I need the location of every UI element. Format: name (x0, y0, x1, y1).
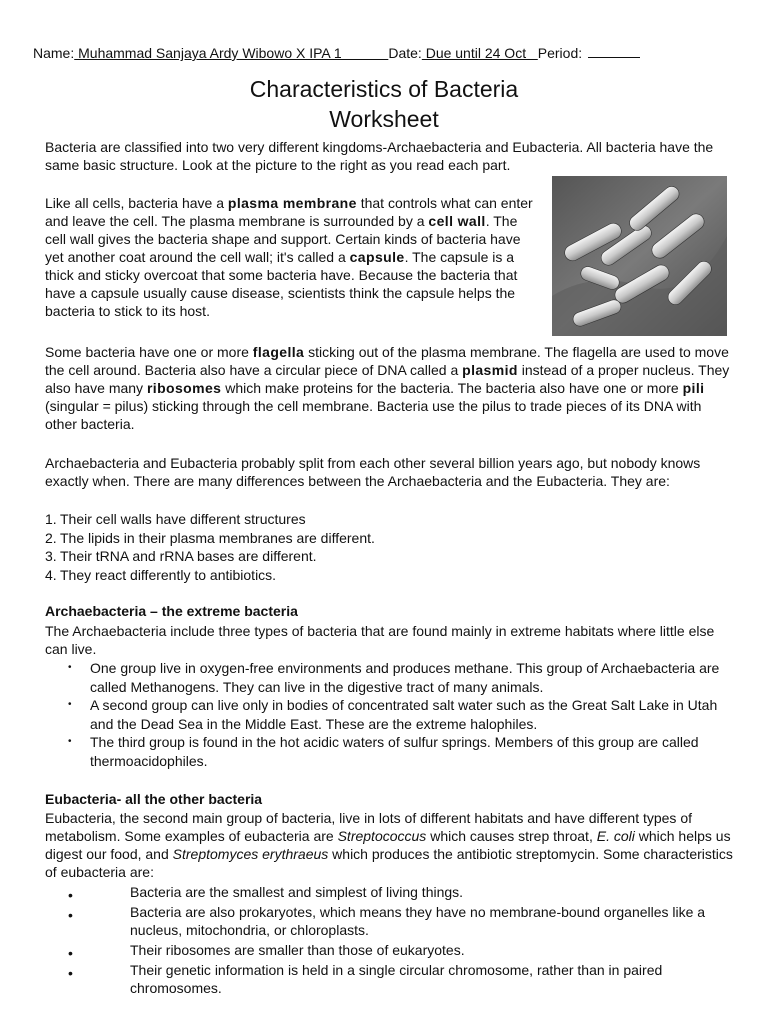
intro-paragraph: Bacteria are classified into two very different kingdoms-Archaebacteria and Eubacteria. All bacteria have the same basic structure. Look at the picture to the right as you read each part. (45, 139, 714, 173)
keyword-pili: pili (682, 380, 705, 396)
date-label: Date: (388, 45, 422, 61)
bacteria-micrograph-image (552, 176, 727, 336)
text-run: . The capsule is a thick and sticky overcoat that some bacteria have. Because the bacteria that have a capsule usually cause disease, scientists think the capsule helps the bacteria to stick to its host. (45, 249, 518, 319)
keyword-flagella: flagella (252, 344, 305, 360)
keyword-capsule: capsule (349, 249, 405, 265)
list-item-text: Their cell walls have different structures (60, 511, 306, 527)
list-item (68, 903, 730, 939)
date-value: Due until 24 Oct (421, 45, 538, 61)
list-item-text: The lipids in their plasma membranes are different. (60, 529, 375, 546)
list-number: 3. (45, 548, 57, 564)
archaebacteria-groups-list (68, 659, 730, 770)
list-item-text: Their genetic information is held in a single circular chromosome, rather than in paired chromosomes. (130, 962, 663, 996)
species-streptomyces: Streptomyces erythraeus (172, 846, 329, 862)
text-run: Eubacteria, the second main group of bacteria, live in lots of different habitats and have different types of metabolism. Some examples of eubacteria are (45, 810, 692, 844)
text-run: that controls what can enter and leave the cell. The plasma membrane is surrounded by a (45, 195, 533, 229)
eubacteria-paragraph (45, 809, 735, 881)
name-label: Name: (33, 45, 75, 61)
list-number: 2. (45, 529, 57, 546)
list-item (45, 529, 375, 548)
title-line-2: Worksheet (329, 106, 439, 132)
bullet-icon: • (68, 907, 73, 923)
eubacteria-characteristics-list (68, 883, 730, 999)
period-label: Period: (537, 45, 583, 61)
eubacteria-heading: Eubacteria- all the other bacteria (45, 791, 263, 807)
list-item (68, 659, 730, 696)
differences-list (45, 510, 375, 584)
text-run: which produces the antibiotic streptomycin. Some characteristics of eubacteria are: (45, 846, 733, 880)
bullet-icon: • (68, 736, 72, 747)
text-run: Like all cells, bacteria have a (45, 195, 228, 211)
text-run: which make proteins for the bacteria. The bacteria also have one or more (221, 380, 683, 396)
bullet-icon: • (68, 887, 73, 903)
page-title (0, 74, 768, 134)
split-paragraph: Archaebacteria and Eubacteria probably split from each other several billion years ago, but nobody knows exactly when. There are many differences between the Archaebacteria and the Eubacteria. They are: (45, 455, 701, 489)
list-item-text: The third group is found in the hot acidic waters of sulfur springs. Members of this group are called thermoacidophiles. (90, 734, 699, 769)
list-item (68, 696, 730, 733)
list-item (68, 883, 730, 903)
keyword-plasmid: plasmid (462, 362, 518, 378)
name-value: Muhammad Sanjaya Ardy Wibowo X IPA 1 (74, 45, 389, 61)
list-item (68, 941, 730, 961)
text-run: which causes strep throat, (426, 828, 597, 844)
header-line (33, 44, 640, 61)
list-item-text: They react differently to antibiotics. (60, 566, 277, 583)
species-e-coli: E. coli (596, 828, 635, 844)
list-item-text: Their ribosomes are smaller than those of eukaryotes. (130, 942, 465, 958)
period-blank (588, 44, 640, 58)
bullet-icon: • (68, 699, 72, 710)
title-line-1: Characteristics of Bacteria (249, 76, 519, 102)
bullet-icon: • (68, 965, 73, 981)
cell-parts-paragraph (45, 343, 735, 433)
list-number: 4. (45, 566, 57, 583)
text-run: sticking out of the plasma membrane. The flagella are used to move the cell around. Bacteria also have a circular piece of DNA called a (45, 344, 729, 378)
list-item-text: One group live in oxygen-free environments and produces methane. This group of Archaebacteria are called Methanogens. They can live in the digestive tract of many animals. (90, 660, 720, 695)
list-item-text: Bacteria are the smallest and simplest of living things. (130, 884, 464, 900)
list-item-text: A second group can live only in bodies of concentrated salt water such as the Great Salt Lake in Utah and the Dead Sea in the Middle East. These are the extreme halophiles. (90, 697, 718, 732)
list-item (45, 510, 375, 529)
structure-paragraph (45, 194, 535, 320)
list-item-text: Their tRNA and rRNA bases are different. (60, 548, 317, 564)
list-item-text: Bacteria are also prokaryotes, which means they have no membrane-bound organelles like a nucleus, mitochondria, or chloroplasts. (130, 904, 706, 938)
archaebacteria-intro: The Archaebacteria include three types of bacteria that are found mainly in extreme habitats where little else can live. (45, 623, 715, 657)
list-item (45, 547, 375, 566)
text-run: Some bacteria have one or more (45, 344, 253, 360)
keyword-ribosomes: ribosomes (146, 380, 222, 396)
bullet-icon: • (68, 662, 72, 673)
list-item (68, 733, 730, 770)
bullet-icon: • (68, 945, 73, 961)
text-run: which helps us digest our food, and (45, 828, 731, 862)
list-number: 1. (45, 511, 57, 527)
text-run: . The cell wall gives the bacteria shape and support. Certain kinds of bacteria have yet another coat around the cell wall; it's called a (45, 213, 521, 265)
list-item (45, 566, 375, 585)
text-run: instead of a proper nucleus. They also have many (45, 362, 730, 396)
list-item (68, 961, 730, 997)
species-streptococcus: Streptococcus (337, 828, 427, 844)
keyword-plasma-membrane: plasma membrane (227, 195, 357, 211)
text-run: (singular = pilus) sticking through the cell membrane. Bacteria use the pilus to trade pieces of its DNA with other bacteria. (45, 398, 702, 432)
archaebacteria-heading: Archaebacteria – the extreme bacteria (45, 603, 298, 619)
keyword-cell-wall: cell wall (428, 213, 486, 229)
